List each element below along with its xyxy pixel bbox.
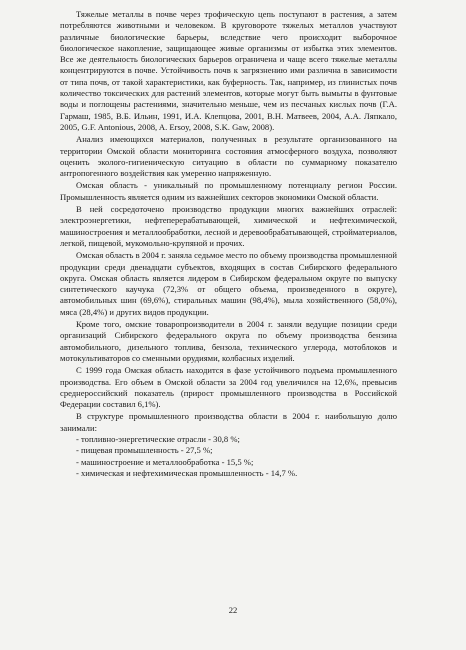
list-item: - пищевая промышленность - 27,5 %;: [76, 445, 213, 456]
paragraph-growth: С 1999 года Омская область находится в фазе устойчивого подъема промышленного производства. Его объем в Омской области за 2004 год увеличился на 12,6%, превысив среднероссийский показатель (прирост промышленного производства в Российской Федерации составил 6,1%).: [60, 365, 397, 410]
paragraph-structure-intro: В структуре промышленного производства области в 2004 г. наибольшую долю занимали:: [60, 411, 397, 433]
paragraph-omsk-region: Омская область - уникальный по промышленному потенциалу регион России. Промышленность является одним из важнейших секторов экономики Омской области.: [60, 180, 397, 202]
paragraph-heavy-metals: Тяжелые металлы в почве через трофическую цепь поступают в растения, а затем потребляются животными и человеком. В круговороте тяжелых металлов участвуют различные биологические барьеры, вследствие чего происходит выборочное биологическое накопление, защищающее живые организмы от избытка этих элементов. Все же деятельность биологических барьеров ограничена и чаще всего тяжелые металлы концентрируются в почве. Устойчивость почв к загрязнению ими различна в зависимости от типа почв, от такой характеристики, как буферность. Так, например, из глинистых почв количество токсических для растений элементов, которые могут быть вымыты в фунтовые воды и поглощены растениями, значительно меньше, чем из песчаных кислых почв (Г.А. Гармаш, 1985, В.Б. Ильин, 1991, И.А. Клепцова, 2001, В.Н. Матвеев, 2004, А.А. Ляпкало, 2005, G.F. Antonious, 2008, A. Ersoy, 2008, S.K. Gaw, 2008).: [60, 9, 397, 132]
paragraph-ranking-2004: Омская область в 2004 г. заняла седьмое место по объему производства промышленной продукции среди двенадцати субъектов, входящих в состав Сибирского федерального округа. Омская область является лидером в Сибирском федеральном округе по выпуску синтетического каучука (72,3% от общего объема, произведенного в округе), автомобильных шин (69,6%), стиральных машин (98,4%), мыла хозяйственного (58,0%), мяса (28,4%) и других видов продукции.: [60, 250, 397, 317]
paragraph-monitoring: Анализ имеющихся материалов, полученных в результате организованного на территории Омской области мониторинга состояния атмосферного воздуха, позволяют оценить эколого-гигиеническую ситуацию в области по суммарному показателю антропогенного воздействия как умеренно напряженную.: [60, 134, 397, 179]
industry-share-list: [60, 434, 397, 479]
paragraph-producers: Кроме того, омские товаропроизводители в 2004 г. заняли ведущие позиции среди организаций Сибирского федерального округа по объему производства бензина автомобильного, дизельного топлива, бензола, технического углерода, мотоблоков и мотокультиваторов со сменными орудиями, колбасных изделий.: [60, 319, 397, 363]
list-item: - машиностроение и металлообработка - 15,5 %;: [76, 456, 254, 467]
list-item: - химическая и нефтехимическая промышленность - 14,7 %.: [76, 467, 298, 478]
page-number: 22: [228, 605, 238, 615]
list-item: - топливно-энергетические отрасли - 30,8 %;: [76, 433, 240, 444]
paragraph-industries: В ней сосредоточено производство продукции многих важнейших отраслей: электроэнергетики, нефтеперерабатывающей, химической и нефтехимической, машиностроения и металлообработки, лесной и деревообрабатывающей, стройматериалов, легкой, пищевой, мукомольно-крупяной и прочих.: [60, 204, 397, 248]
